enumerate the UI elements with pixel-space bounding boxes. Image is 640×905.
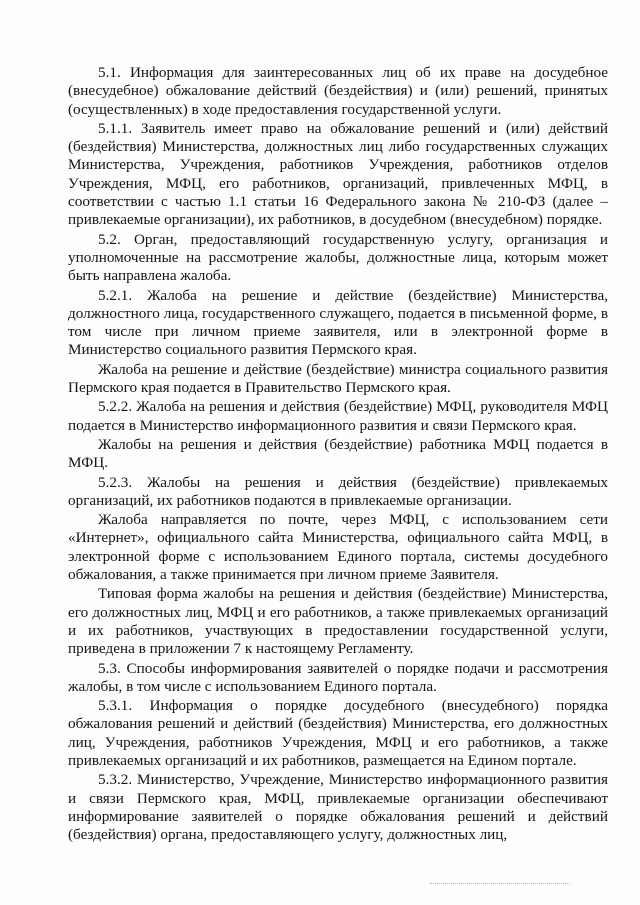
paragraph-5-2-1-minister: Жалоба на решение и действие (бездействие) министра социального развития Пермского края подается в Правительство Пермского края. — [68, 360, 608, 397]
paragraph-5-2-2-mfc-worker: Жалобы на решения и действия (бездействие) работника МФЦ подается в МФЦ. — [68, 435, 608, 472]
paragraph-5-2-2: 5.2.2. Жалоба на решения и действия (бездействие) МФЦ, руководителя МФЦ подается в Министерство информационного развития и связи Пермского края. — [68, 398, 608, 434]
scan-artifact-line — [430, 883, 570, 884]
paragraph-5-3: 5.3. Способы информирования заявителей о порядке подачи и рассмотрения жалобы, в том числе с использованием Единого портала. — [68, 659, 608, 695]
paragraph-5-1: 5.1. Информация для заинтересованных лиц об их праве на досудебное (внесудебное) обжалование действий (бездействия) и (или) решений, принятых (осуществленных) в ходе предоставления государственной услуги. — [68, 64, 608, 118]
paragraph-5-2: 5.2. Орган, предоставляющий государственную услугу, организация и уполномоченные на рассмотрение жалобы, должностные лица, которым может быть направлена жалоба. — [68, 230, 608, 285]
paragraph-5-3-2: 5.3.2. Министерство, Учреждение, Министерство информационного развития и связи Пермского края, МФЦ, привлекаемые организации обеспечивают информирование заявителей о порядке обжалования решений и действий (бездействия) органа, предоставляющего услугу, должностных лиц, — [68, 771, 608, 844]
paragraph-5-2-3: 5.2.3. Жалобы на решения и действия (бездействие) привлекаемых организаций, их работников подаются в привлекаемые организации. — [68, 473, 608, 509]
document-body — [68, 64, 608, 845]
paragraph-5-3-1: 5.3.1. Информация о порядке досудебного (внесудебного) порядка обжалования решений и действий (бездействия) Министерства, его должностных лиц, Учреждения, работников Учреждения, МФЦ и его работников, а также привлекаемых организаций и их работников, размещается на Едином портале. — [68, 697, 608, 769]
paragraph-typical-form: Типовая форма жалобы на решения и действия (бездействие) Министерства, его должностных лиц, МФЦ и его работников, а также привлекаемых организаций и их работников, участвующих в предоставлении государственной услуги, приведена в приложении 7 к настоящему Регламенту. — [68, 585, 608, 658]
paragraph-5-1-1: 5.1.1. Заявитель имеет право на обжалование решений и (или) действий (бездействия) Министерства, должностных лиц либо государственных служащих Министерства, Учреждения, работников Учреждения, работников отделов Учреждения, МФЦ, его работников, организаций, привлеченных МФЦ, в соответствии с частью 1.1 статьи 16 Федерального закона № 210-ФЗ (далее – привлекаемые организации), их работников, в досудебном (внесудебном) порядке. — [68, 119, 608, 229]
paragraph-submission-channels: Жалоба направляется по почте, через МФЦ, с использованием сети «Интернет», официального сайта Министерства, официального сайта МФЦ, в электронной форме с использованием Единого портала, системы досудебного обжалования, а также принимается при личном приеме Заявителя. — [68, 511, 608, 584]
paragraph-5-2-1: 5.2.1. Жалоба на решение и действие (бездействие) Министерства, должностного лица, государственного служащего, подается в письменной форме, в том числе при личном приеме заявителя, или в электронной форме в Министерство социального развития Пермского края. — [68, 286, 608, 359]
